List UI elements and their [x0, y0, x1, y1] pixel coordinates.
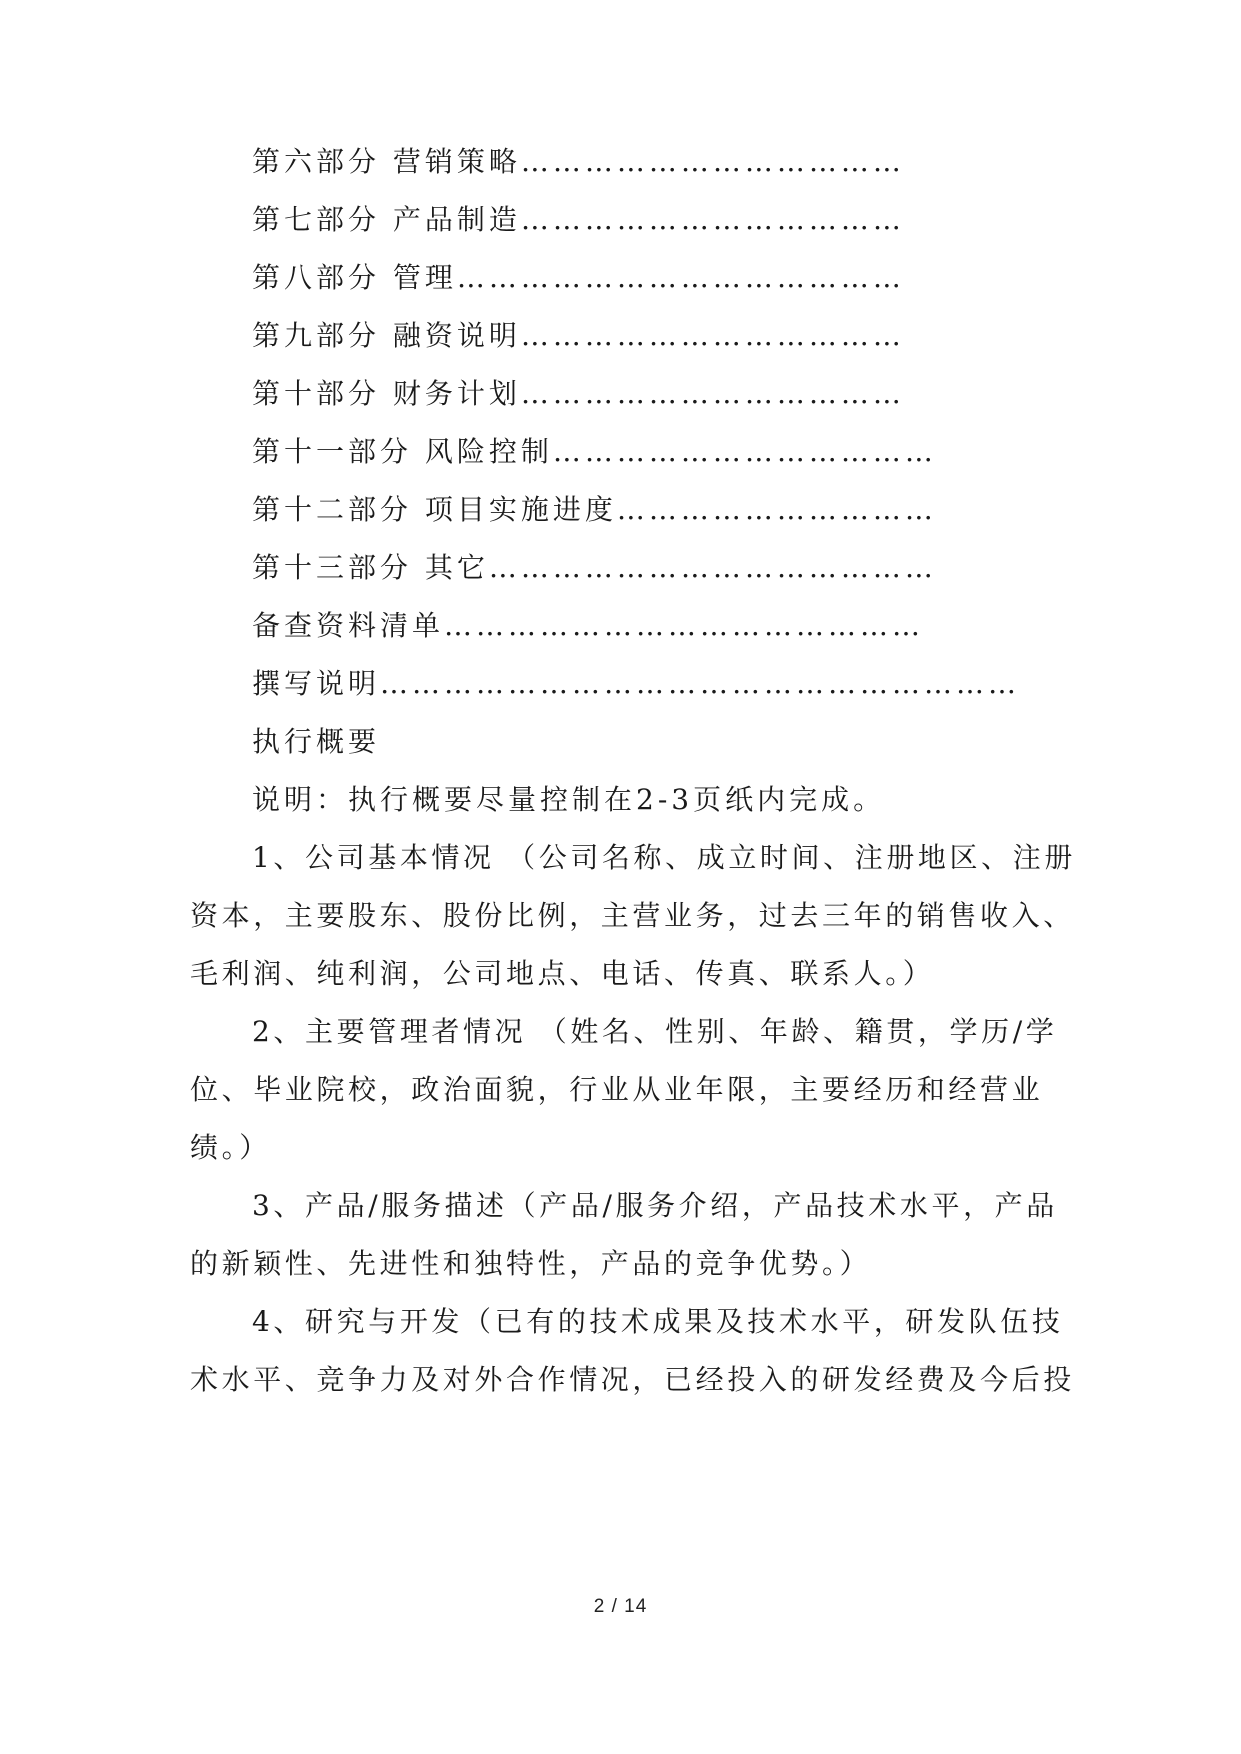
toc-entry-part-10: 第十部分 财务计划………………………………	[252, 377, 905, 410]
paragraph-line: 资本，主要股东、股份比例，主营业务，过去三年的销售收入、	[190, 899, 1075, 932]
paragraph-line: 2、主要管理者情况 （姓名、性别、年龄、籍贯，学历/学	[252, 1015, 1058, 1048]
toc-entry-part-8: 第八部分 管理……………………………………	[252, 261, 905, 294]
paragraph-line: 毛利润、纯利润，公司地点、电话、传真、联系人。）	[190, 957, 935, 990]
toc-entry-part-9: 第九部分 融资说明………………………………	[252, 319, 905, 352]
paragraph-line: 绩。）	[190, 1131, 271, 1164]
paragraph-line: 3、产品/服务描述（产品/服务介绍，产品技术水平，产品	[252, 1189, 1058, 1222]
paragraph-line: 术水平、竞争力及对外合作情况，已经投入的研发经费及今后投	[190, 1363, 1075, 1396]
toc-entry-part-7: 第七部分 产品制造………………………………	[252, 203, 905, 236]
paragraph-line: 4、研究与开发（已有的技术成果及技术水平，研发队伍技	[252, 1305, 1064, 1338]
toc-entry-part-11: 第十一部分 风险控制………………………………	[252, 435, 937, 468]
paragraph-line: 1、公司基本情况 （公司名称、成立时间、注册地区、注册	[252, 841, 1076, 874]
paragraph-line: 的新颖性、先进性和独特性，产品的竞争优势。）	[190, 1247, 872, 1280]
note-text: 说明：执行概要尽量控制在2-3页纸内完成。	[252, 783, 886, 816]
toc-entry-part-12: 第十二部分 项目实施进度…………………………	[252, 493, 937, 526]
toc-entry-part-13: 第十三部分 其它……………………………………	[252, 551, 937, 584]
page-number: 2 / 14	[593, 1596, 648, 1617]
toc-entry-reference-list: 备查资料清单………………………………………	[252, 609, 925, 642]
paragraph-line: 位、毕业院校，政治面貌，行业从业年限，主要经历和经营业	[190, 1073, 1044, 1106]
section-heading: 执行概要	[252, 725, 381, 758]
toc-entry-writing-notes: 撰写说明……………………………………………………	[252, 667, 1021, 700]
toc-entry-part-6: 第六部分 营销策略………………………………	[252, 145, 905, 178]
